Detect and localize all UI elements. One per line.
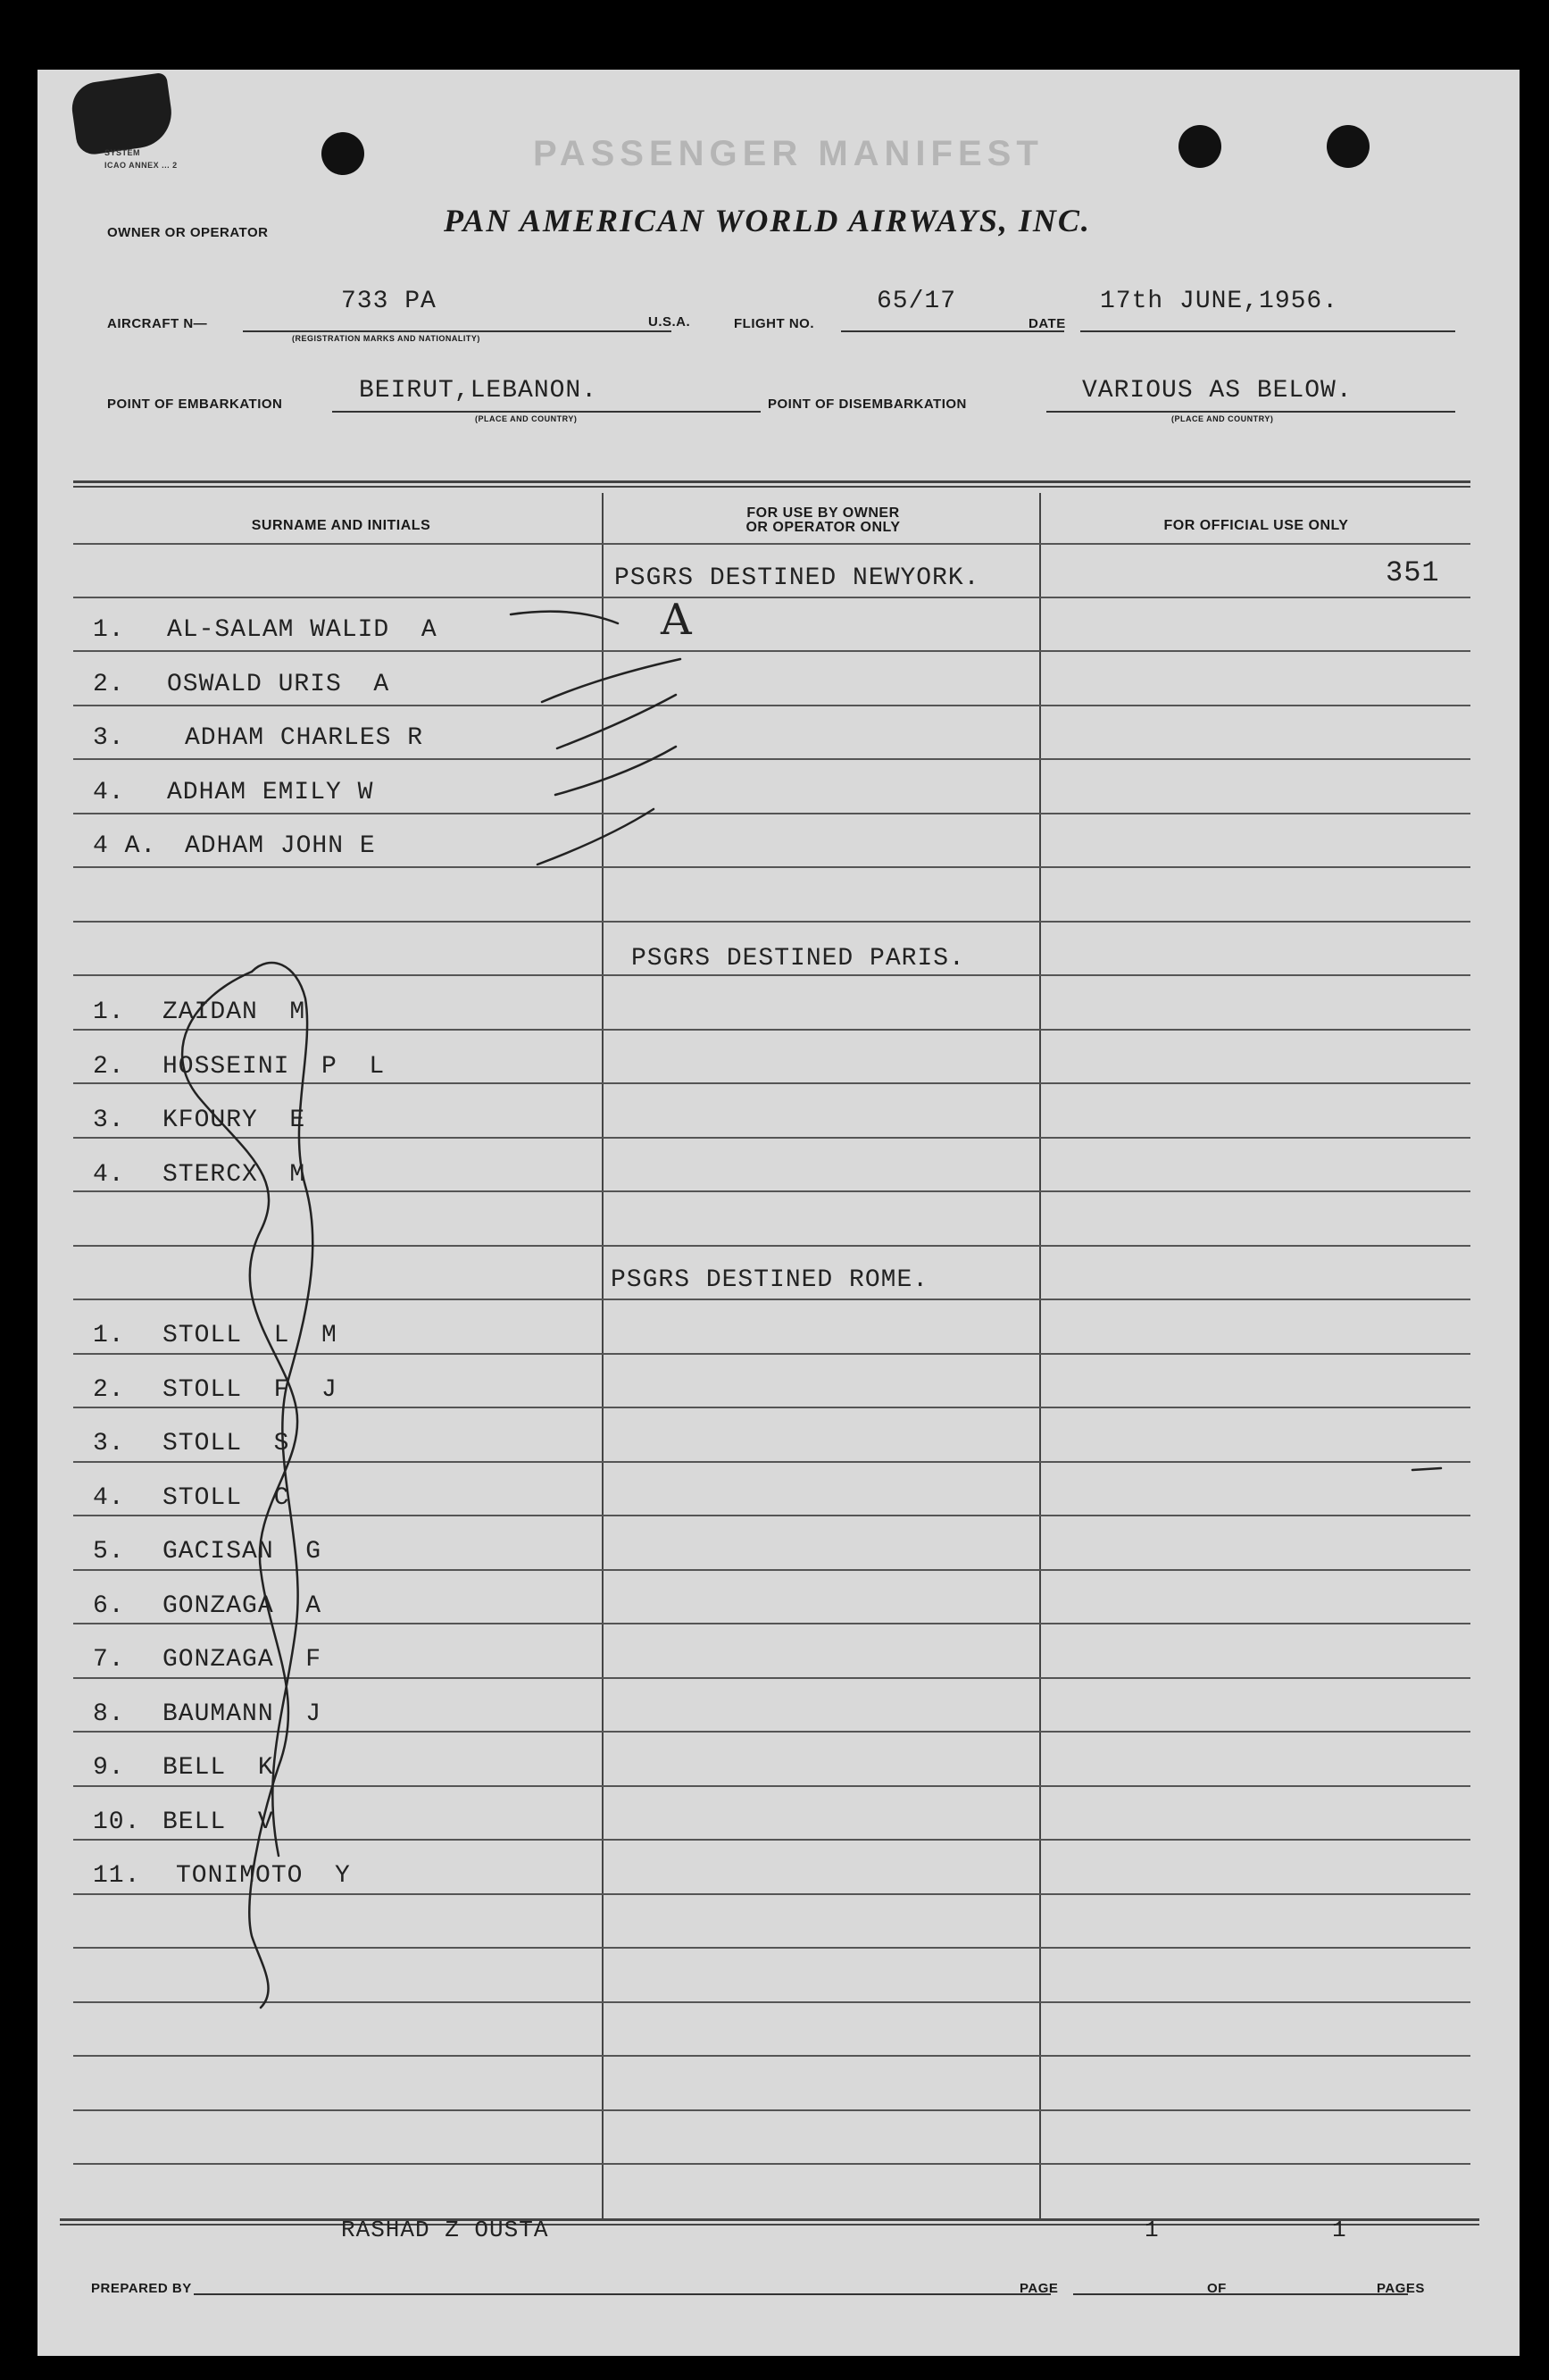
passenger-number: 3. xyxy=(93,1430,125,1457)
embark-value: BEIRUT,LEBANON. xyxy=(359,377,598,405)
date-value: 17th JUNE,1956. xyxy=(1100,288,1339,315)
usa-label: U.S.A. xyxy=(648,314,691,330)
passenger-number: 1. xyxy=(93,1322,125,1349)
aircraft-sublabel: (REGISTRATION MARKS AND NATIONALITY) xyxy=(292,334,480,343)
company-name: PAN AMERICAN WORLD AIRWAYS, INC. xyxy=(444,203,1091,238)
passenger-number: 4. xyxy=(93,1160,125,1189)
passenger-name: GONZAGA A xyxy=(162,1591,322,1620)
embark-label: POINT OF EMBARKATION xyxy=(107,397,283,412)
passenger-name: ZAIDAN M xyxy=(162,998,306,1026)
passenger-name: STOLL F J xyxy=(162,1375,337,1404)
passenger-number: 2. xyxy=(93,1375,125,1404)
passenger-number: 5. xyxy=(93,1538,125,1566)
passenger-name: OSWALD URIS A xyxy=(167,670,390,698)
disembark-label: POINT OF DISEMBARKATION xyxy=(768,397,967,412)
passenger-number: 1. xyxy=(93,998,125,1026)
passenger-number: 2. xyxy=(93,670,125,698)
passenger-name: BAUMANN J xyxy=(162,1699,322,1728)
page-value: 1 xyxy=(1145,2217,1160,2243)
passenger-number: 11. xyxy=(93,1862,141,1890)
passenger-number: 1. xyxy=(93,616,125,644)
passenger-number: 8. xyxy=(93,1699,125,1728)
col-owner-header-1: FOR USE BY OWNER xyxy=(746,505,900,521)
aircraft-value: 733 PA xyxy=(341,288,437,315)
heading-newyork: PSGRS DESTINED NEWYORK. xyxy=(614,564,980,592)
flight-value: 65/17 xyxy=(877,288,957,315)
handwriting-marks xyxy=(37,70,1520,2356)
passenger-number: 4. xyxy=(93,1483,125,1512)
passenger-name: KFOURY E xyxy=(162,1106,306,1134)
aircraft-label: AIRCRAFT N— xyxy=(107,316,208,331)
disembark-sublabel: (PLACE AND COUNTRY) xyxy=(1171,414,1274,423)
passenger-number: 2. xyxy=(93,1052,125,1081)
page-label: PAGE xyxy=(1020,2281,1059,2296)
corner-stamp-line-2: ICAO ANNEX ... 2 xyxy=(104,161,178,170)
passenger-name: GONZAGA F xyxy=(162,1646,322,1674)
passenger-number: 3. xyxy=(93,724,125,752)
flight-label: FLIGHT NO. xyxy=(734,316,814,331)
heading-paris: PSGRS DESTINED PARIS. xyxy=(631,945,965,973)
passenger-number: 4. xyxy=(93,778,125,806)
passenger-name: ADHAM CHARLES R xyxy=(185,724,424,752)
passenger-number: 7. xyxy=(93,1646,125,1674)
passenger-name: BELL V xyxy=(162,1808,274,1836)
official-number: 351 xyxy=(1386,556,1440,589)
disembark-value: VARIOUS AS BELOW. xyxy=(1082,377,1353,405)
col-official-header: FOR OFFICIAL USE ONLY xyxy=(1163,518,1349,533)
passenger-number: 10. xyxy=(93,1808,141,1836)
passenger-name: STERCX M xyxy=(162,1160,306,1189)
passenger-name: ADHAM EMILY W xyxy=(167,778,374,806)
passenger-number: 6. xyxy=(93,1591,125,1620)
passenger-name: ADHAM JOHN E xyxy=(185,832,376,860)
form-title: PASSENGER MANIFEST xyxy=(533,134,1044,173)
manifest-sheet xyxy=(37,70,1520,2356)
heading-rome: PSGRS DESTINED ROME. xyxy=(611,1266,929,1294)
date-label: DATE xyxy=(1029,316,1066,331)
passenger-number: 9. xyxy=(93,1754,125,1782)
passenger-name: GACISAN G xyxy=(162,1538,322,1566)
prepared-by-label: PREPARED BY xyxy=(91,2281,192,2296)
passenger-name: STOLL C xyxy=(162,1483,290,1512)
pages-label: PAGES xyxy=(1377,2281,1425,2296)
passenger-name: AL-SALAM WALID A xyxy=(167,616,437,644)
of-value: 1 xyxy=(1332,2217,1347,2243)
corner-stamp-line-1: SYSTEM xyxy=(104,148,141,157)
col-surname-header: SURNAME AND INITIALS xyxy=(251,518,431,533)
passenger-number: 3. xyxy=(93,1106,125,1134)
passenger-name: BELL K xyxy=(162,1754,274,1782)
handwritten-mark-a: A xyxy=(661,595,692,645)
of-label: OF xyxy=(1207,2281,1227,2296)
col-owner-header-2: OR OPERATOR ONLY xyxy=(745,520,901,535)
passenger-number: 4 A. xyxy=(93,832,157,860)
owner-label: OWNER OR OPERATOR xyxy=(107,225,269,240)
passenger-name: STOLL L M xyxy=(162,1322,337,1349)
embark-sublabel: (PLACE AND COUNTRY) xyxy=(475,414,578,423)
prepared-by-value: RASHAD Z OUSTA xyxy=(341,2217,549,2243)
passenger-name: HOSSEINI P L xyxy=(162,1052,386,1081)
passenger-name: STOLL S xyxy=(162,1430,290,1457)
passenger-name: TONIMOTO Y xyxy=(176,1862,351,1890)
